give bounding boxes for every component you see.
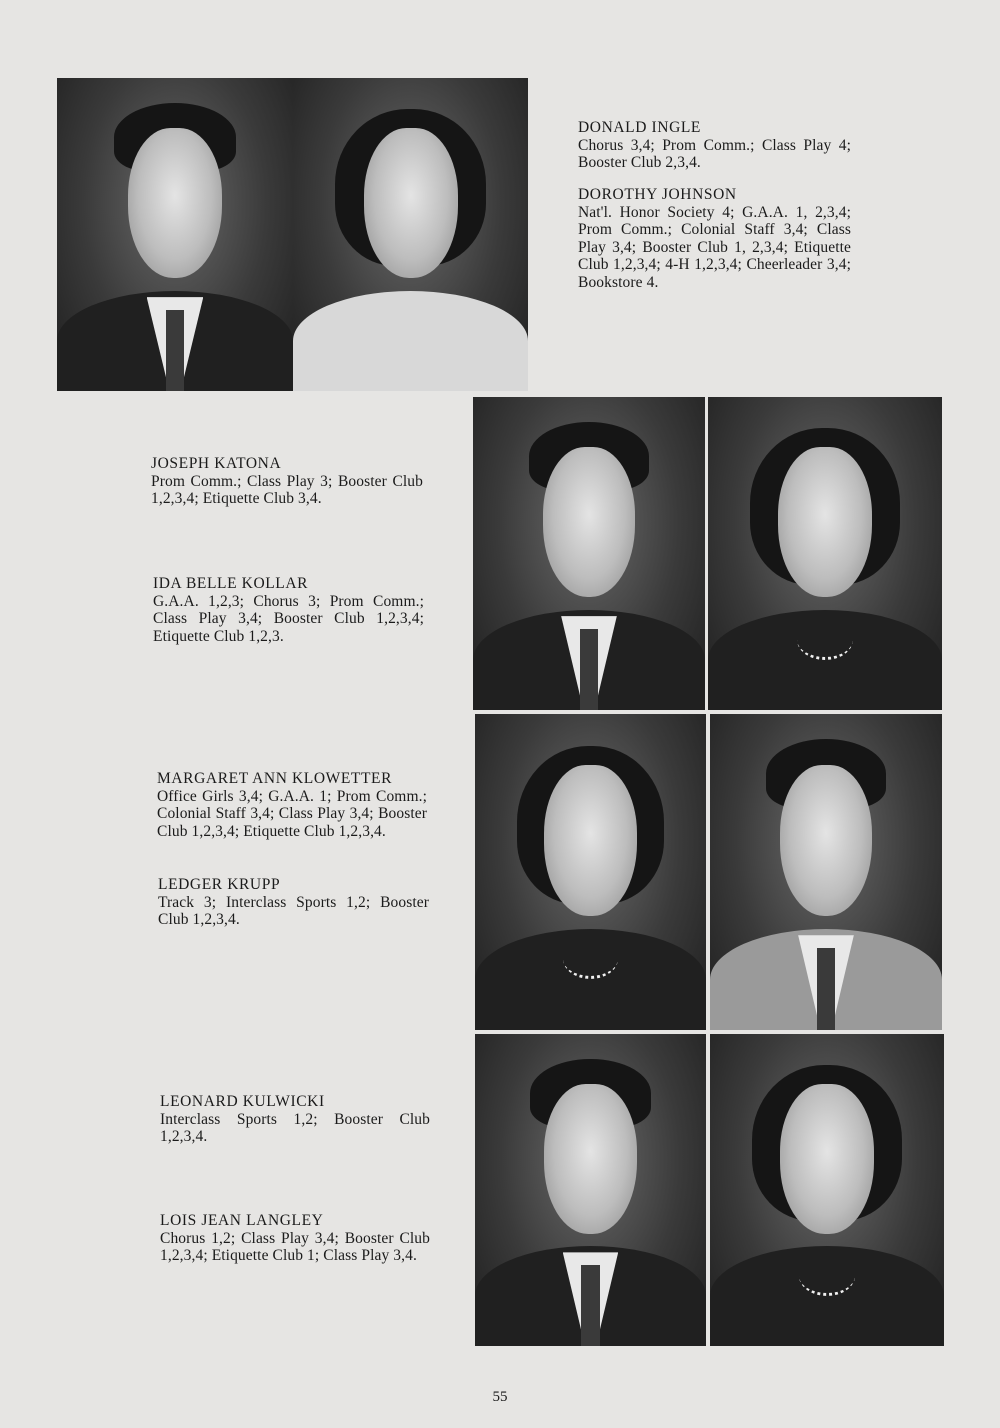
student-activities: Office Girls 3,4; G.A.A. 1; Prom Comm.; Colonial Staff 3,4; Class Play 3,4; Booster Club 1,2,3,4; Etiquette Club 1,2,3,4.	[157, 787, 427, 840]
student-name: LEONARD KULWICKI	[160, 1093, 325, 1110]
student-activities: Interclass Sports 1,2; Booster Club 1,2,3,4.	[160, 1110, 430, 1146]
portrait-dorothy-johnson	[293, 78, 528, 391]
portrait-ida-belle-kollar	[708, 397, 942, 710]
entry-margaret-ann-klowetter	[157, 770, 427, 840]
portrait-leonard-kulwicki	[475, 1034, 706, 1346]
student-activities: Chorus 3,4; Prom Comm.; Class Play 4; Booster Club 2,3,4.	[578, 136, 851, 172]
entry-lois-jean-langley	[160, 1212, 430, 1265]
student-activities: G.A.A. 1,2,3; Chorus 3; Prom Comm.; Class Play 3,4; Booster Club 1,2,3,4; Etiquette Club 1,2,3.	[153, 592, 424, 645]
student-activities: Prom Comm.; Class Play 3; Booster Club 1,2,3,4; Etiquette Club 3,4.	[151, 472, 423, 508]
student-name: LEDGER KRUPP	[158, 876, 281, 893]
student-activities: Chorus 1,2; Class Play 3,4; Booster Club 1,2,3,4; Etiquette Club 1; Class Play 3,4.	[160, 1229, 430, 1265]
student-name: LOIS JEAN LANGLEY	[160, 1212, 324, 1229]
portrait-margaret-ann-klowetter	[475, 714, 706, 1030]
entry-donald-ingle	[578, 119, 851, 172]
page-number: 55	[492, 1389, 508, 1405]
student-name: JOSEPH KATONA	[151, 455, 282, 472]
student-name: DOROTHY JOHNSON	[578, 186, 737, 203]
student-name: IDA BELLE KOLLAR	[153, 575, 309, 592]
student-name: MARGARET ANN KLOWETTER	[157, 770, 393, 787]
entry-ledger-krupp	[158, 876, 429, 929]
portrait-donald-ingle	[57, 78, 293, 391]
entry-joseph-katona	[151, 455, 423, 508]
portrait-lois-jean-langley	[710, 1034, 944, 1346]
entry-ida-belle-kollar	[153, 575, 424, 645]
portrait-ledger-krupp	[710, 714, 942, 1030]
student-activities: Track 3; Interclass Sports 1,2; Booster Club 1,2,3,4.	[158, 893, 429, 929]
student-activities: Nat'l. Honor Society 4; G.A.A. 1, 2,3,4; Prom Comm.; Colonial Staff 3,4; Class Play 3,4; Booster Club 1, 2,3,4; Etiquette Club 1,2,3,4; 4-H 1,2,3,4; Cheerleader 3,4; Bookstore 4.	[578, 203, 851, 291]
student-name: DONALD INGLE	[578, 119, 701, 136]
entry-leonard-kulwicki	[160, 1093, 430, 1146]
portrait-joseph-katona	[473, 397, 705, 710]
entry-dorothy-johnson	[578, 186, 851, 292]
